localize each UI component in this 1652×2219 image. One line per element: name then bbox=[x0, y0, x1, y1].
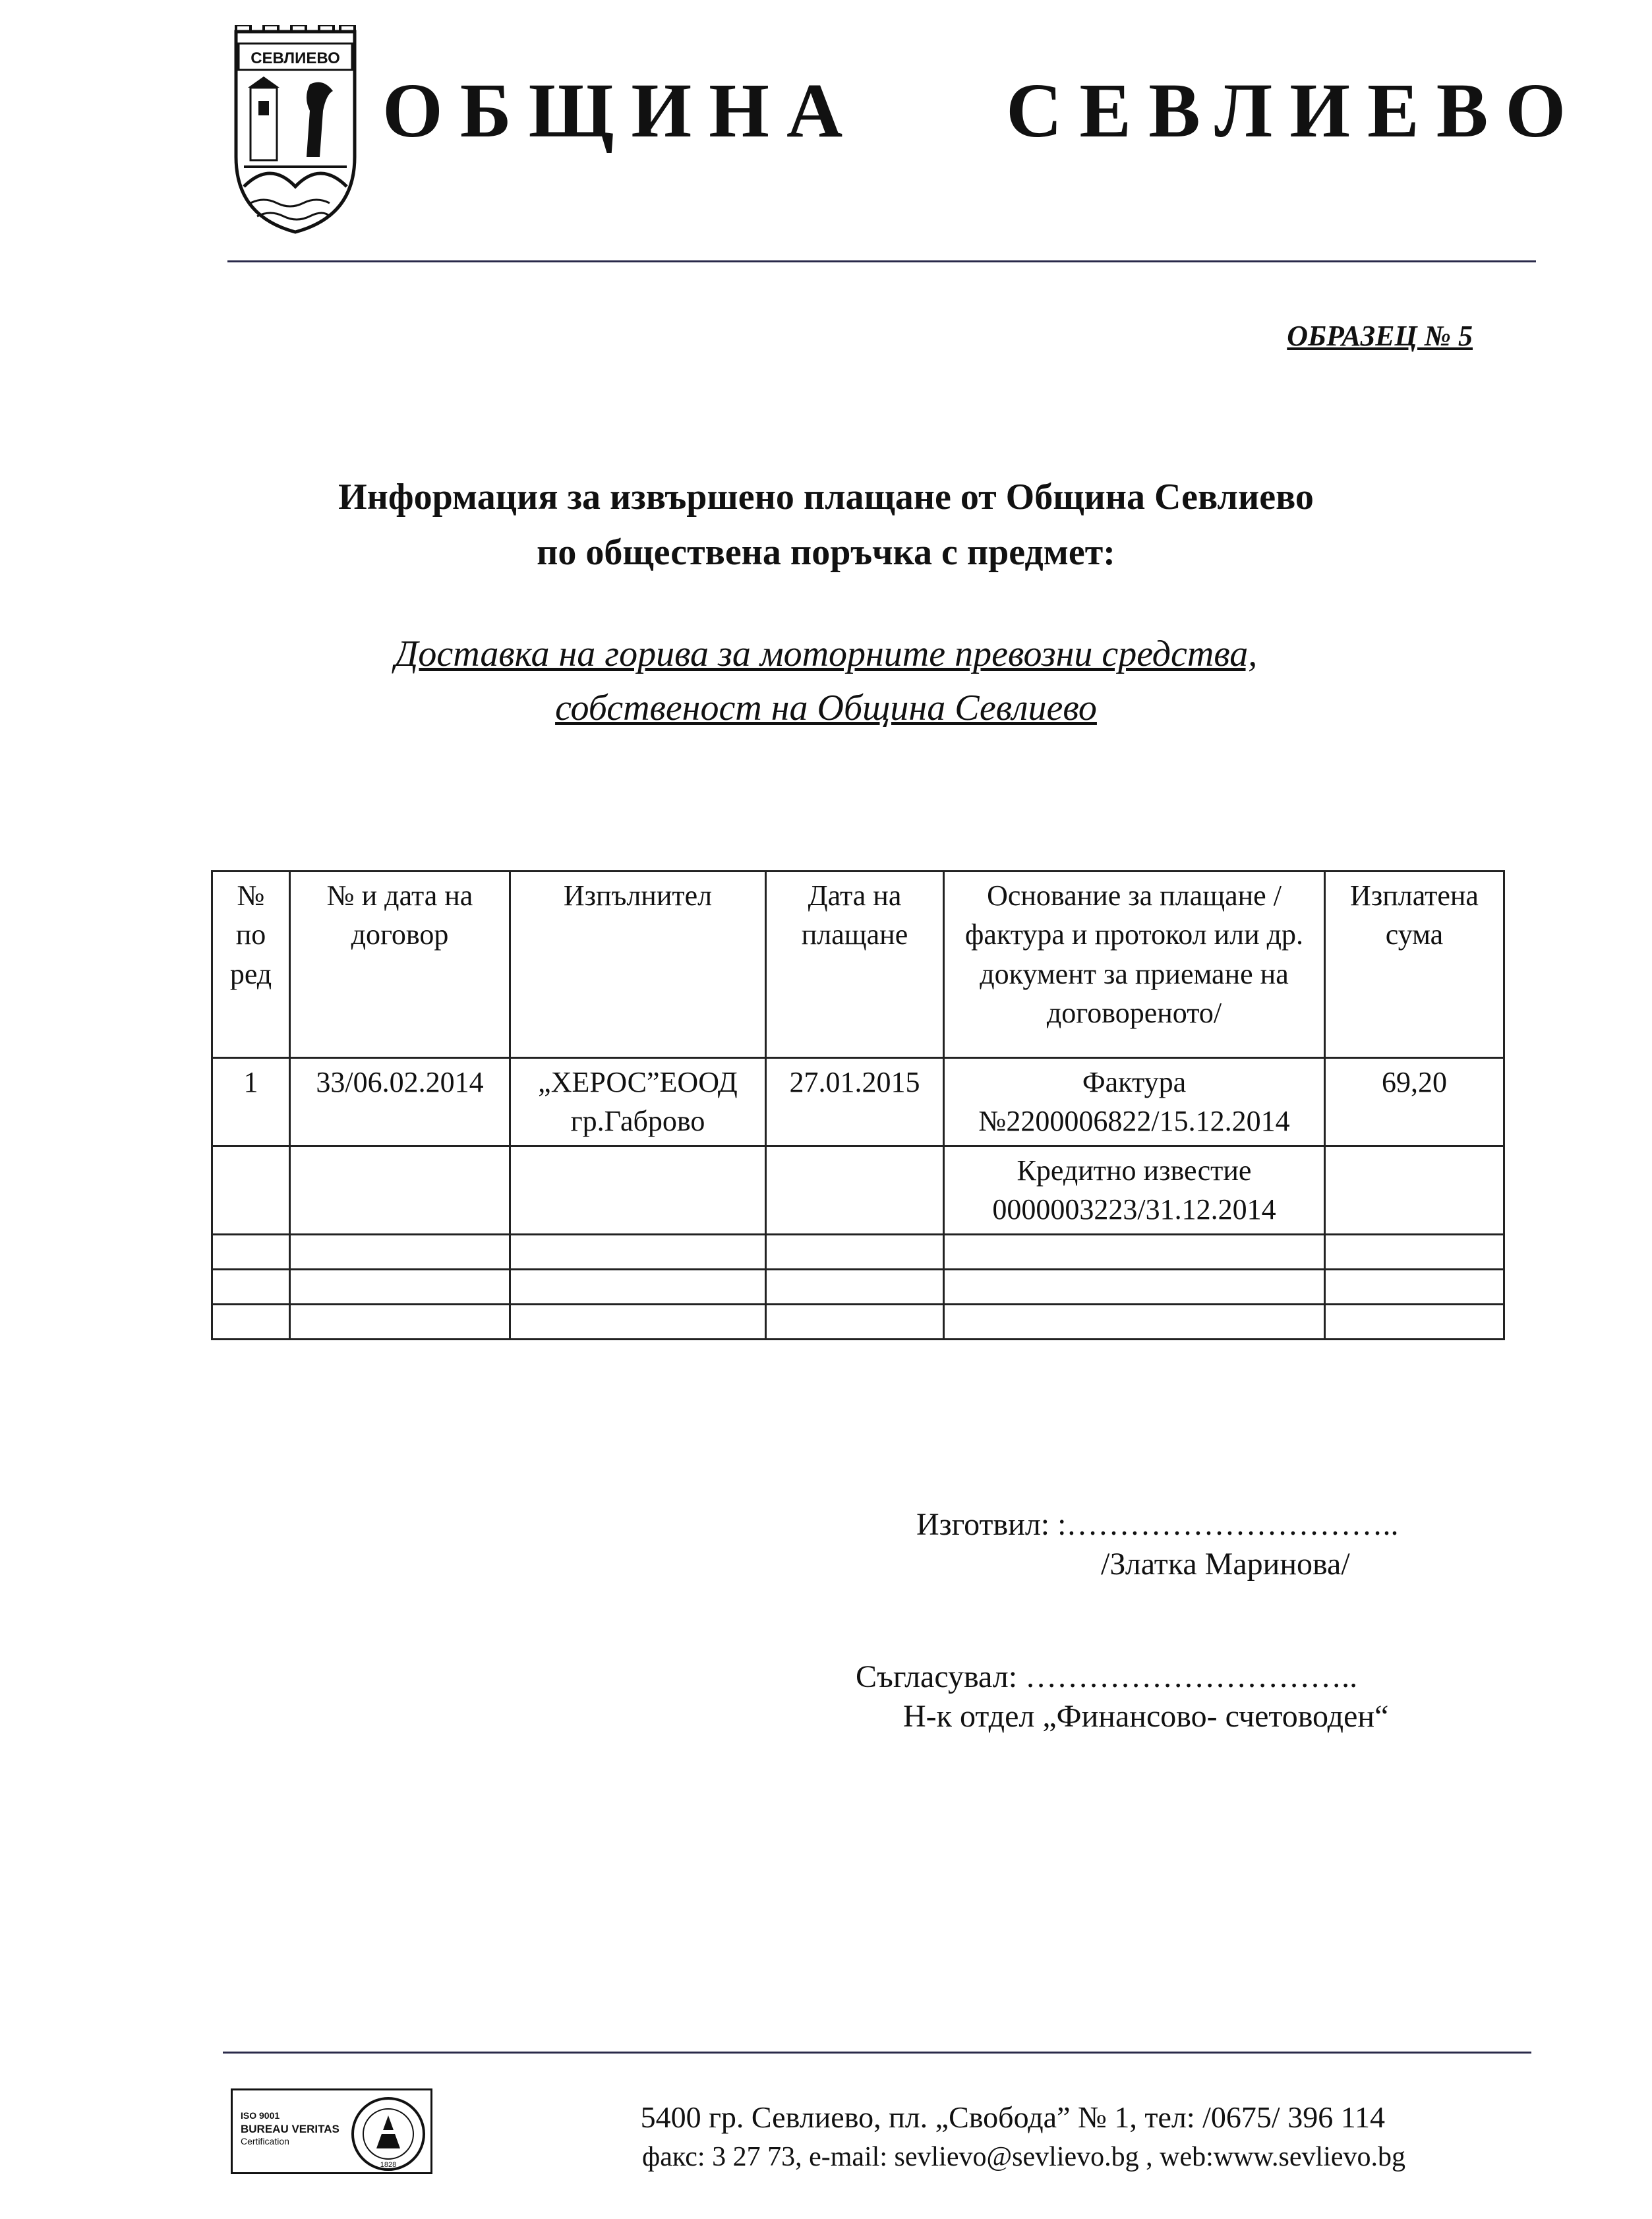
table-row-empty bbox=[212, 1234, 1504, 1269]
cert-company-label: BUREAU VERITAS bbox=[241, 2122, 339, 2135]
cell-payment-date: 27.01.2015 bbox=[766, 1058, 944, 1146]
prepared-by-name: /Златка Маринова/ bbox=[1101, 1547, 1350, 1582]
col-header-amount-paid: Изплатена сума bbox=[1325, 872, 1504, 1058]
table-row bbox=[212, 1146, 1504, 1234]
table-row-empty bbox=[212, 1269, 1504, 1304]
cert-iso-label: ISO 9001 bbox=[241, 2110, 280, 2121]
col-header-payment-basis: Основание за плащане /фактура и протокол или др. документ за приемане на договореното/ bbox=[944, 872, 1325, 1058]
seal-year: 1828 bbox=[380, 2161, 397, 2169]
approved-by-label: Съгласувал: ………………………….. bbox=[856, 1659, 1358, 1694]
cell-contract bbox=[290, 1146, 510, 1234]
cell-number: 1 bbox=[212, 1058, 290, 1146]
footer-address: 5400 гр. Севлиево, пл. „Свобода” № 1, тел: /0675/ 396 114 bbox=[640, 2100, 1385, 2134]
document-heading-line2: по обществена поръчка с предмет: bbox=[537, 532, 1115, 573]
form-number: ОБРАЗЕЦ № 5 bbox=[1287, 320, 1473, 352]
cell-payment-basis: Фактура №2200006822/15.12.2014 bbox=[944, 1058, 1325, 1146]
cell-contractor: „ХЕРОС”ЕООД гр.Габрово bbox=[510, 1058, 766, 1146]
cell-contractor bbox=[510, 1146, 766, 1234]
prepared-by-label: Изготвил: :………………………….. bbox=[916, 1507, 1399, 1542]
cell-payment-basis: Кредитно известие 0000003223/31.12.2014 bbox=[944, 1146, 1325, 1234]
cert-type-label: Certification bbox=[241, 2135, 289, 2146]
cell-amount-paid: 69,20 bbox=[1325, 1058, 1504, 1146]
procurement-subject-line2: собственост на Община Севлиево bbox=[555, 688, 1097, 728]
procurement-subject-line1: Доставка на горива за моторните превозни средства, bbox=[394, 634, 1258, 674]
col-header-payment-date: Дата на плащане bbox=[766, 872, 944, 1058]
cell-payment-date bbox=[766, 1146, 944, 1234]
approved-by-role: Н-к отдел „Финансово- счетоводен“ bbox=[903, 1699, 1389, 1734]
col-header-number: № по ред bbox=[212, 872, 290, 1058]
cell-amount-paid bbox=[1325, 1146, 1504, 1234]
municipal-crest-logo bbox=[231, 25, 360, 236]
cell-number bbox=[212, 1146, 290, 1234]
footer-divider bbox=[223, 2052, 1531, 2054]
footer-contacts: факс: 3 27 73, e-mail: sevlievo@sevlievo.bg , web:www.sevlievo.bg bbox=[642, 2142, 1405, 2172]
col-header-contractor: Изпълнител bbox=[510, 872, 766, 1058]
document-heading-line1: Информация за извършено плащане от Община Севлиево bbox=[338, 477, 1314, 518]
crest-label: СЕВЛИЕВО bbox=[251, 49, 340, 67]
payments-table bbox=[211, 870, 1505, 1340]
table-row bbox=[212, 1058, 1504, 1146]
header-divider bbox=[227, 260, 1536, 262]
table-row-empty bbox=[212, 1304, 1504, 1339]
col-header-contract: № и дата на договор bbox=[290, 872, 510, 1058]
table-header-row bbox=[212, 872, 1504, 1058]
municipality-title: ОБЩИНА СЕВЛИЕВО bbox=[382, 67, 1583, 154]
cell-contract: 33/06.02.2014 bbox=[290, 1058, 510, 1146]
